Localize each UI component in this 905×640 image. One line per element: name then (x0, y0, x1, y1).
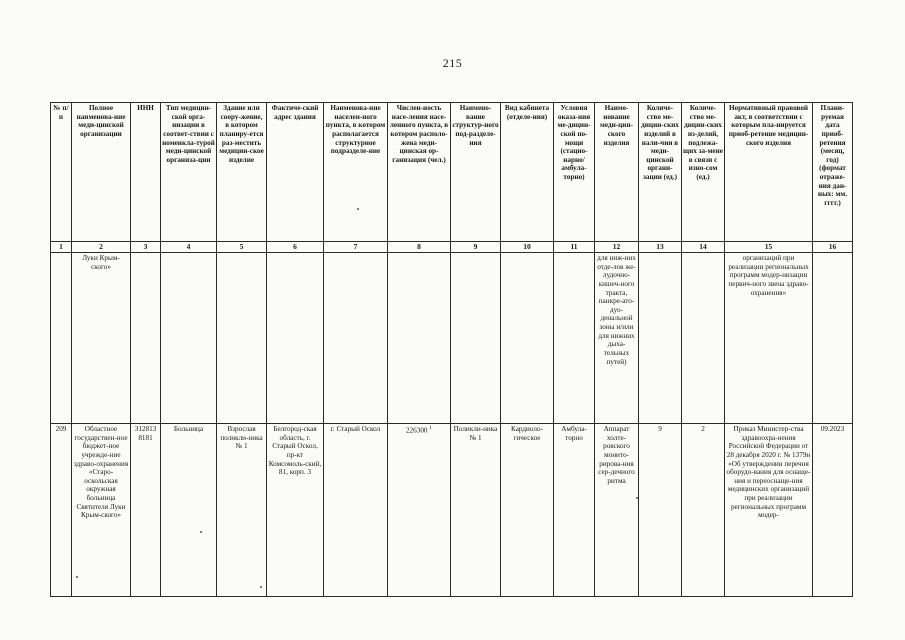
col-header: Здание или соору-жение, в котором планиру-ется раз-местить медицин-ское изделие (217, 103, 267, 242)
col-number: 7 (324, 242, 388, 253)
cell-purchase-date: 09.2023 (813, 424, 853, 597)
col-header: Наименова-ние населен-ного пункта, в котором располагается структурное подразделе-ние (324, 103, 388, 242)
cell-row-number: 209 (51, 424, 72, 597)
cell (388, 253, 451, 424)
cell-inn: 312813 8181 (131, 424, 161, 597)
col-header: Тип медицин-ской орга-низации в соответ-ствии с номенкла-турой меди-цинской организа-ции (161, 103, 217, 242)
scan-speck (200, 531, 202, 533)
col-number: 4 (161, 242, 217, 253)
col-number: 11 (554, 242, 595, 253)
cell (217, 253, 267, 424)
col-number: 9 (451, 242, 501, 253)
footnote-marker: 1 (429, 425, 433, 431)
cell-org-name: Луки Крым-ского» (72, 253, 131, 424)
scan-speck (260, 586, 262, 588)
col-header: Вид кабинета (отделе-ния) (501, 103, 554, 242)
col-header: Нормативный правовой акт, в соответствии с которым пла-нируется приоб-ретение медицин-ского изделия (725, 103, 813, 242)
cell (161, 253, 217, 424)
cell-device: Аппарат холте-ровского монито-рирова-ния сер-дечного ритма (595, 424, 639, 597)
cell-legal-act: Приказ Министер-ства здравоохра-нения Российской Федерации от 28 декабря 2020 г. № 1379н «Об утверждении перечня оборудо-вания для оснаще-ния и переоснаще-ния медицинских организаций при реализации региональных программ модер- (725, 424, 813, 597)
cell (813, 253, 853, 424)
col-number: 5 (217, 242, 267, 253)
col-number: 13 (639, 242, 682, 253)
cell-subdivision: Поликли-ника № 1 (451, 424, 501, 597)
cell-building: Взрослая поликли-ника № 1 (217, 424, 267, 597)
col-header: Полное наименова-ние меди-цинской организации (72, 103, 131, 242)
col-number: 8 (388, 242, 451, 253)
cell-cabinet: Кардиоло-гическое (501, 424, 554, 597)
col-header: Фактиче-ский адрес здания (267, 103, 324, 242)
table-header-row (51, 103, 853, 242)
col-number: 12 (595, 242, 639, 253)
cell-address: Белгород-ская область, г. Старый Оскол, пр-кт Комсомоль-ский, 81, корп. 3 (267, 424, 324, 597)
col-header: Плани-руемая дата приоб-ретения (месяц, год) (формат отраже-ния дан-ных: мм. гггг.) (813, 103, 853, 242)
scan-speck (357, 208, 359, 210)
cell (451, 253, 501, 424)
page-number: 215 (442, 56, 463, 70)
col-header: № п/п (51, 103, 72, 242)
cell (501, 253, 554, 424)
col-number: 16 (813, 242, 853, 253)
cell (51, 253, 72, 424)
cell-conditions: Амбула-торно (554, 424, 595, 597)
col-header: Количе-ство ме-дицин-ских изделий в нали-чии в меди-цинской органи-зации (ед.) (639, 103, 682, 242)
col-number: 15 (725, 242, 813, 253)
cell-qty-available: 9 (639, 424, 682, 597)
cell-population (388, 424, 451, 597)
cell-legal-act: организаций при реализации региональных программ модер-низации первич-ного звена здраво-охранения» (725, 253, 813, 424)
cell-device: для ниж-них отде-лов же-лудочно-кишеч-ного тракта, панкре-ато-дуо-денальной зоны и/или для нижних дыха-тельных путей) (595, 253, 639, 424)
cell (554, 253, 595, 424)
col-number: 6 (267, 242, 324, 253)
cell (324, 253, 388, 424)
cell-org-type: Больница (161, 424, 217, 597)
col-number: 14 (682, 242, 725, 253)
equipment-table (50, 102, 853, 597)
cell (131, 253, 161, 424)
col-number: 3 (131, 242, 161, 253)
scan-speck (636, 497, 638, 499)
col-header: ИНН (131, 103, 161, 242)
col-header: Числен-ность насе-ления насе-ленного пункта, в котором располо-жена меди-цинская ор-ганизация (чел.) (388, 103, 451, 242)
table-row (51, 253, 853, 424)
col-header: Условия оказа-ния ме-дицин-ской по-мощи (стацио-нарно/ амбула-торно) (554, 103, 595, 242)
cell (682, 253, 725, 424)
cell-locality: г. Старый Оскол (324, 424, 388, 597)
cell (267, 253, 324, 424)
population-value: 226300 (405, 426, 428, 435)
table-row (51, 424, 853, 597)
col-header: Наимено-вание структур-ного под-разделе-ния (451, 103, 501, 242)
col-number: 2 (72, 242, 131, 253)
col-number: 10 (501, 242, 554, 253)
scan-speck (76, 576, 78, 578)
col-header: Наиме-нование меди-цин-ского изделия (595, 103, 639, 242)
col-number: 1 (51, 242, 72, 253)
cell-qty-replace: 2 (682, 424, 725, 597)
cell (639, 253, 682, 424)
cell-org-name: Областное государствен-ное бюджет-ное учрежде-ние здраво-охранения «Старо-оскольская окружная больница Святителя Луки Крым-ского» (72, 424, 131, 597)
col-header: Количе-ство ме-дицин-ских из-делий, подлежа-щих за-мене в связи с изно-сом (ед.) (682, 103, 725, 242)
column-number-row (51, 242, 853, 253)
